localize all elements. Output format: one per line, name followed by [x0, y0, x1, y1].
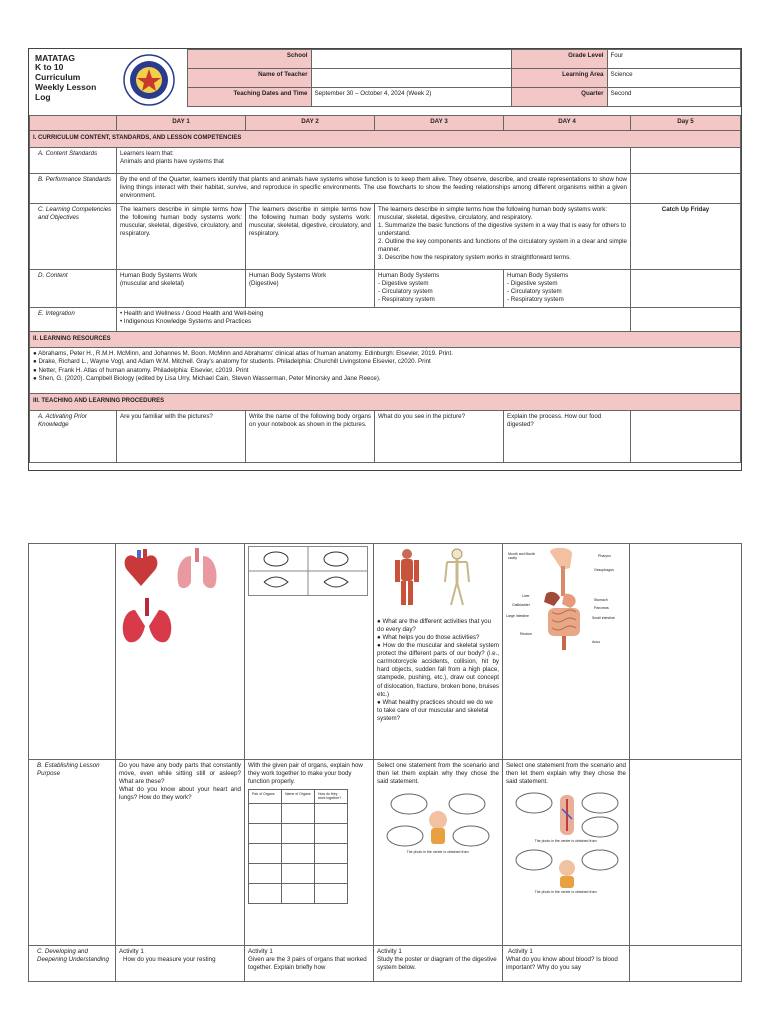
competencies-label: C. Learning Competencies and Objectives	[30, 203, 117, 269]
day-1-header: DAY 1	[117, 115, 246, 130]
scenario-illustration-day3	[383, 790, 493, 850]
teacher-label: Name of Teacher	[187, 68, 311, 87]
resources-list	[30, 348, 741, 394]
performance-standards-text: By the end of the Quarter, learners identify that plants and animals have systems whose function is to keep them alive. They observe, describe, and create representations to show how living things interact with their habitat, survive, and reproduce in specific environments. The use flowcharts to show the feeding relationships among different organisms within a given environment.	[117, 173, 631, 203]
dates-label: Teaching Dates and Time	[187, 87, 311, 106]
content-standards-text: Learners learn that: Animals and plants have systems that	[117, 147, 631, 173]
organ-pictures-day1	[116, 544, 245, 760]
prior-knowledge-day2: Write the name of the following body organs on your notebook as shown in the pictures.	[246, 411, 375, 463]
label-anus: Anus	[592, 640, 600, 644]
day3-question: ● What are the different activities that you do every day?	[377, 618, 492, 634]
developing-day1: Activity 1 How do you measure your resting	[116, 946, 245, 982]
day3-question: ● What healthy practices should we do we to take care of our muscular and skeletal system?	[377, 698, 493, 722]
school-value	[311, 50, 511, 69]
lesson-table	[29, 115, 741, 463]
resource-item: ● Netter, Frank H. Atlas of human anatomy. Philadelphia: Elsevier, c2019. Print	[33, 366, 249, 374]
establishing-day3: Select one statement from the scenario and then let them explain why they chose the said statement. The photo in the center is obtained from:	[374, 760, 503, 946]
grade-level-label: Grade Level	[511, 50, 607, 69]
digestive-diagram-day4	[503, 544, 630, 760]
developing-day3: Activity 1 Study the poster or diagram of the digestive system below.	[374, 946, 503, 982]
lesson-log-page-1	[28, 48, 742, 471]
digestive-system-diagram	[506, 546, 626, 658]
developing-day2: Activity 1 Given are the 3 pairs of organs that worked together. Explain briefly how	[245, 946, 374, 982]
day-2-header: DAY 2	[246, 115, 375, 130]
competencies-day3-4: The learners describe in simple terms how the following human body systems work: muscular, skeletal, digestive, circulatory, and respiratory. 1. Summarize the basic functions of the digestive system in a way that is easy for others to understand. 2. Outline the key components and functions of the circulatory system in a clear and simple manner. 3. Describe how the respiratory system works in straightforward terms.	[375, 203, 631, 269]
content-day3: Human Body Systems - Digestive system - Circulatory system - Respiratory system	[375, 269, 504, 307]
resource-item: ● Drake, Richard L., Wayne Vogl, and Adam W.M. Mitchell. Gray's anatomy for students. Philadelphia: Churchill Livingstone Elsevier, c2020. Print	[33, 358, 431, 366]
header-table	[29, 49, 741, 107]
organ-worksheet-day2	[245, 544, 374, 760]
deped-seal-icon	[123, 54, 175, 106]
resource-item: ● Abrahams, Peter H., R.M.H. McMinn, and Johannes M. Boon. McMinn and Abrahams' clinical atlas of human anatomy. Edinburgh: Elsevier, 2019. Print.	[33, 350, 453, 358]
developing-day4: Activity 1 What do you know about blood? Is blood important? Why do you say	[503, 946, 630, 982]
label-pancreas: Pancreas	[594, 606, 609, 610]
scenario-illustration-day4-b	[512, 846, 622, 890]
competencies-day2: The learners describe in simple terms how the following human body systems work: muscular, skeletal, digestive, circulatory, and respiratory.	[246, 203, 375, 269]
label-small-intestine: Small intestine	[592, 616, 615, 620]
lesson-table-continued	[28, 543, 742, 982]
organ-naming-worksheet	[248, 546, 368, 596]
developing-label: C. Developing and Deepening Understanding	[29, 946, 116, 982]
competencies-day1: The learners describe in simple terms how the following human body systems work: muscular, skeletal, digestive, circulatory, and respiratory.	[117, 203, 246, 269]
header-title: MATATAG K to 10 Curriculum Weekly Lesson Log	[35, 52, 97, 102]
content-day4: Human Body Systems - Digestive system - Circulatory system - Respiratory system	[504, 269, 631, 307]
quarter-label: Quarter	[511, 87, 607, 106]
establishing-label: B. Establishing Lesson Purpose	[29, 760, 116, 946]
establishing-day1: Do you have any body parts that constantly move, even while sitting still or asleep? What are these? What do you know about your heart and lungs? How do they work?	[116, 760, 245, 946]
grade-level-value: Four	[607, 50, 741, 69]
label-large-intestine: Large intestine	[506, 614, 529, 618]
performance-standards-label: B. Performance Standards	[30, 173, 117, 203]
learning-area-value: Science	[607, 68, 741, 87]
label-oesophagus: Oesophagus	[594, 568, 614, 572]
muscle-skeleton-illustration	[377, 546, 497, 606]
prior-knowledge-day1: Are you familiar with the pictures?	[117, 411, 246, 463]
digestive-system-illustration	[506, 546, 626, 658]
day-5-header: Day 5	[631, 115, 741, 130]
content-standards-label: A. Content Standards	[30, 147, 117, 173]
integration-label: E. Integration	[30, 307, 117, 331]
section-curriculum: I. CURRICULUM CONTENT, STANDARDS, AND LESSON COMPETENCIES	[30, 130, 741, 147]
label-rectum: Rectum	[520, 632, 533, 636]
organ-pair-worksheet: Pair of Organs Name of Organs How do they work together?	[248, 789, 348, 903]
section-resources: II. LEARNING RESOURCES	[30, 331, 741, 348]
content-label: D. Content	[30, 269, 117, 307]
day3-question: ● What helps you do those activities?	[377, 634, 480, 642]
prior-knowledge-day3: What do you see in the picture?	[375, 411, 504, 463]
learning-area-label: Learning Area	[511, 68, 607, 87]
prior-knowledge-label: A. Activating Prior Knowledge	[30, 411, 117, 463]
catch-up-friday: Catch Up Friday	[631, 203, 741, 269]
day3-question: ● How do the muscular and skeletal system protect the different parts of our body? (i.e., car/motorcycle accidents, collision, hit by hard objects, sudden fall from a high place, stampede, pushing, etc.), draw out concept of dislocation, fracture, broken bone, bruises etc.)	[377, 642, 499, 698]
deped-seal	[117, 50, 187, 107]
label-stomach: Stomach	[594, 598, 608, 602]
heart-lungs-illustration	[119, 546, 239, 646]
teacher-value	[311, 68, 511, 87]
dates-value: September 30 – October 4, 2024 (Week 2)	[311, 87, 511, 106]
content-day1: Human Body Systems Work (muscular and skeletal)	[117, 269, 246, 307]
school-label: School	[187, 50, 311, 69]
quarter-value: Second	[607, 87, 741, 106]
label-gallbladder: Gallbladder	[512, 603, 530, 607]
photo-caption-day3: The photo in the center is obtained from:	[406, 850, 470, 855]
label-mouth: Mouth and Mouth cavity	[508, 552, 536, 561]
prior-knowledge-day4: Explain the process. How our food digested?	[504, 411, 631, 463]
photo-caption-day4: The photo in the center is obtained from:	[534, 839, 598, 844]
section-procedures: III. TEACHING AND LEARNING PROCEDURES	[30, 394, 741, 411]
lesson-log-page-2	[28, 543, 742, 993]
resource-item: ● Shen, G. (2020). Campbell Biology (edited by Lisa Urry, Michael Cain, Steven Wasserman, Peter Minorsky and Jane Reece).	[33, 374, 381, 382]
establishing-day2: With the given pair of organs, explain how they work together to make your body function properly. Pair of Organs Name of Organs How do they work together?	[245, 760, 374, 946]
label-pharynx: Pharynx	[598, 554, 611, 558]
label-liver: Liver	[522, 594, 530, 598]
day-4-header: DAY 4	[504, 115, 631, 130]
establishing-day4: Select one statement from the scenario and then let them explain why they chose the said statement. The photo in the center is obtained from: The photo in the center is obtained from:	[503, 760, 630, 946]
skeleton-day3	[374, 544, 503, 760]
integration-text: • Health and Wellness / Good Health and Well-being • Indigenous Knowledge Systems and Practices	[117, 307, 631, 331]
day-3-header: DAY 3	[375, 115, 504, 130]
content-day2: Human Body Systems Work (Digestive)	[246, 269, 375, 307]
scenario-illustration-day4-a	[512, 789, 622, 839]
photo-caption-day4-b: The photo in the center is obtained from:	[534, 890, 598, 895]
